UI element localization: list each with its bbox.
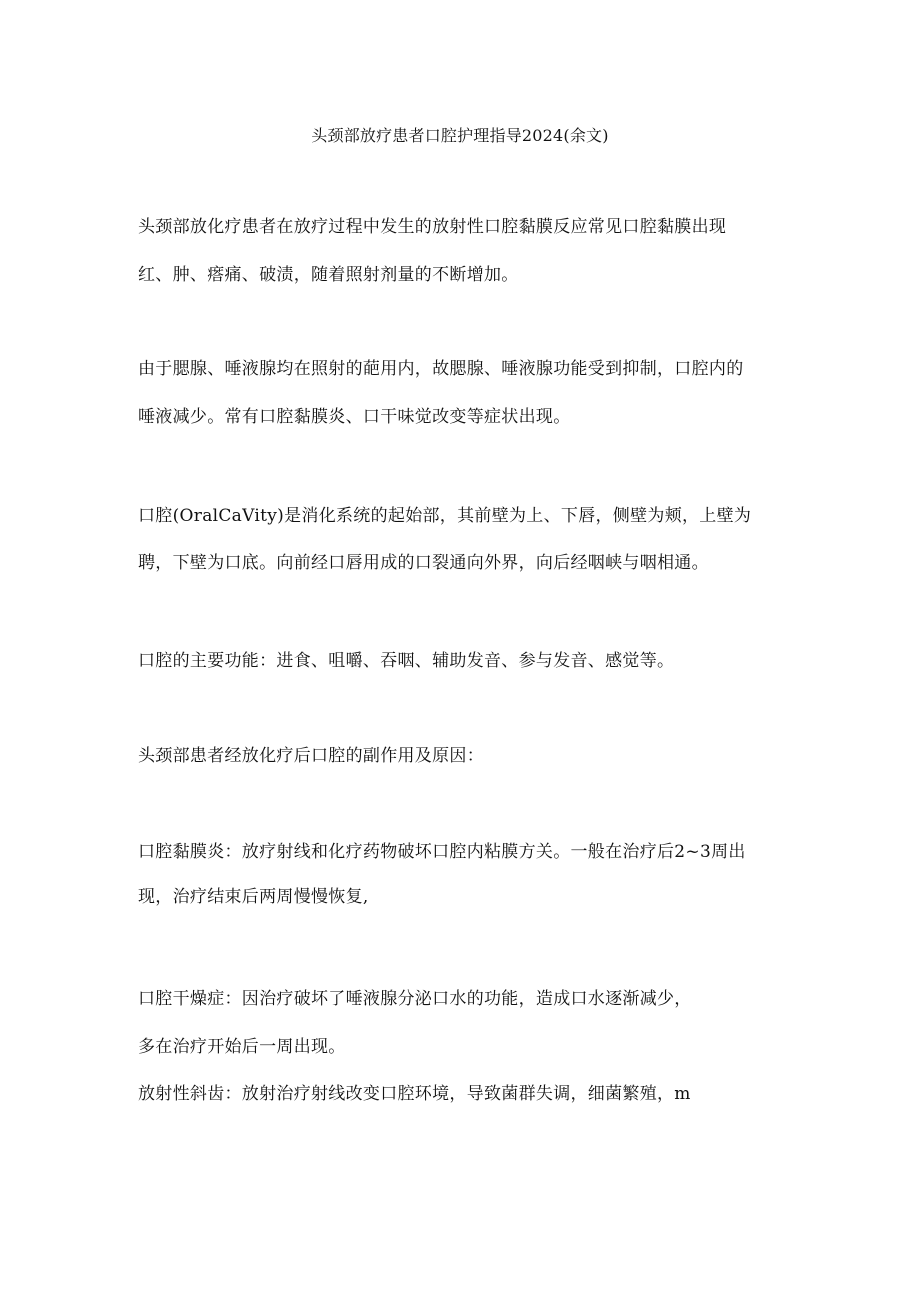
- document-title: 头颈部放疗患者口腔护理指导2024(余文): [311, 126, 609, 145]
- paragraph-line: 放射性斜齿：放射治疗射线改变口腔环境，导致菌群失调，细菌繁殖，m: [138, 1084, 691, 1104]
- paragraph-line: 多在治疗开始后一周出现。: [138, 1037, 346, 1057]
- paragraph-line: 唾液减少。常有口腔黏膜炎、口干味觉改变等症状出现。: [138, 407, 571, 427]
- paragraph-line: 口腔黏膜炎：放疗射线和化疗药物破坏口腔内粘膜方关。一般在治疗后2~3周出: [138, 842, 746, 862]
- paragraph-line: 口腔干燥症：因治疗破坏了唾液腺分泌口水的功能，造成口水逐渐减少，: [138, 989, 692, 1009]
- paragraph-line: 红、肿、瘩痛、破渍，随着照射剂量的不断增加。: [138, 265, 519, 285]
- paragraph-line: 由于腮腺、唾液腺均在照射的葩用内，故腮腺、唾液腺功能受到抑制，口腔内的: [138, 359, 744, 379]
- paragraph-line: 口腔的主要功能：进食、咀嚼、吞咽、辅助发音、参与发音、感觉等。: [138, 651, 675, 671]
- paragraph-line: 现，治疗结束后两周慢慢恢复,: [138, 887, 369, 907]
- paragraph-line: 口腔(OralCaVity)是消化系统的起始部，其前壁为上、下唇，侧壁为颊，上壁为: [138, 506, 752, 526]
- paragraph-line: 头颈部患者经放化疗后口腔的副作用及原因：: [138, 746, 484, 766]
- paragraph-line: 头颈部放化疗患者在放疗过程中发生的放射性口腔黏膜反应常见口腔黏膜出现: [138, 217, 727, 237]
- paragraph-line: 聘，下壁为口底。向前经口唇用成的口裂通向外界，向后经咽峡与咽相通。: [138, 553, 709, 573]
